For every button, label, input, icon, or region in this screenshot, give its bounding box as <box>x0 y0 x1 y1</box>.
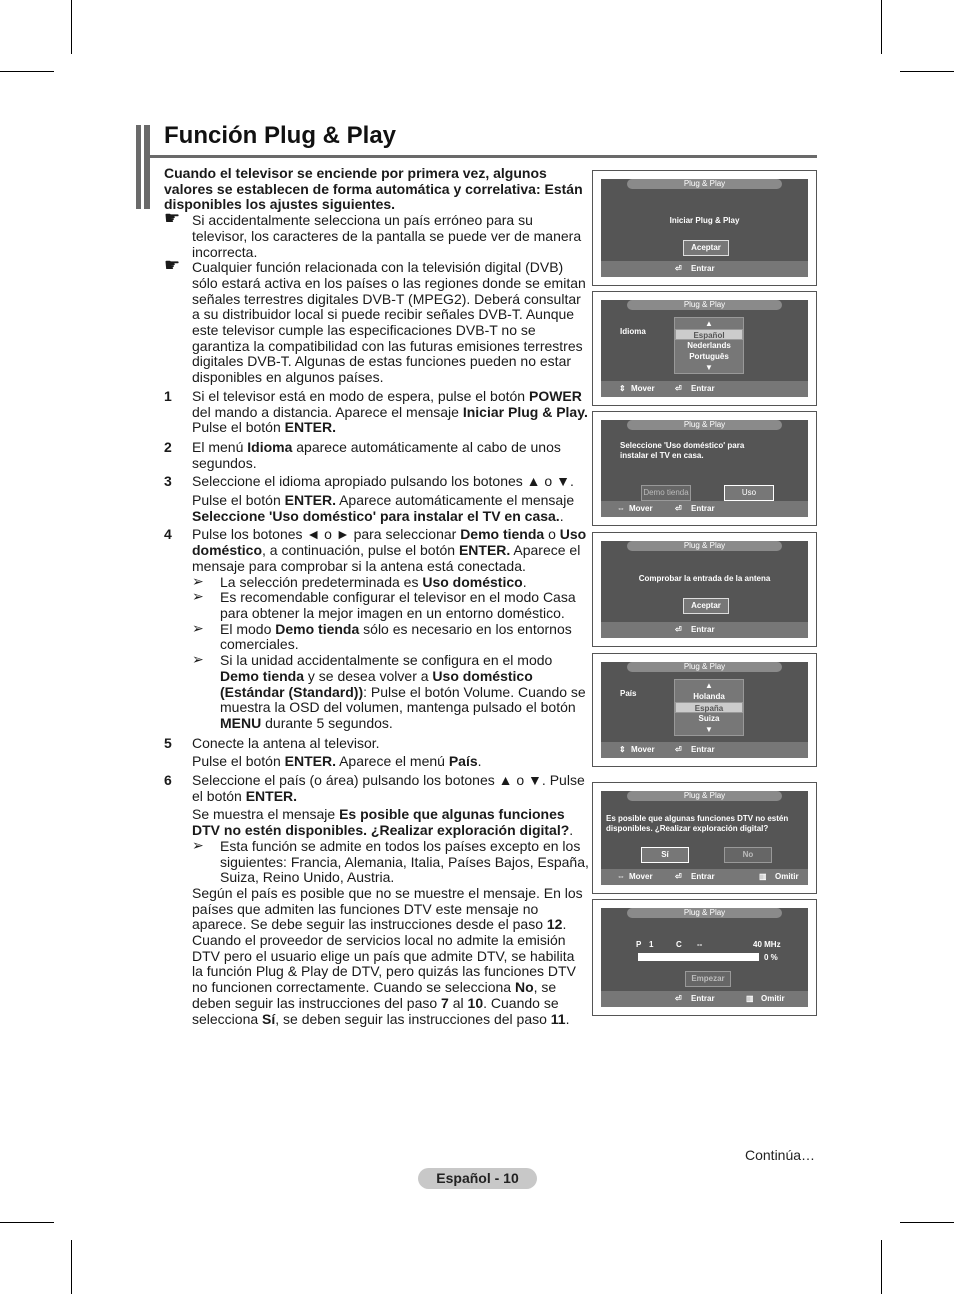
osd-title: Plug & Play <box>627 179 782 189</box>
enter-icon: ⏎ <box>675 264 682 273</box>
arrow-bullet-icon: ➢ <box>192 572 204 589</box>
instructions <box>164 166 589 1027</box>
osd-title: Plug & Play <box>627 791 782 801</box>
arrow-bullet-icon: ➢ <box>192 836 204 853</box>
move-label: Mover <box>631 384 655 393</box>
osd-title: Plug & Play <box>627 300 782 310</box>
start-button[interactable]: Empezar <box>685 971 731 987</box>
intro-bold: Cuando el televisor se enciende por primera vez, algunos valores se establecen de forma automática y correlativa: Están disponibles los ajustes siguientes. <box>164 165 583 213</box>
osd-footer <box>601 869 808 885</box>
crop-mark <box>0 1222 54 1223</box>
enter-icon: ⏎ <box>675 745 682 754</box>
arrow-bullet-icon: ➢ <box>192 619 204 636</box>
crop-mark <box>900 1222 954 1223</box>
arrow-note: ➢ El modo Demo tienda sólo es necesario en los entornos comerciales. <box>192 619 572 653</box>
crop-mark <box>881 0 882 54</box>
osd-footer <box>601 501 808 517</box>
crop-mark <box>900 71 954 72</box>
enter-icon: ⏎ <box>675 384 682 393</box>
yes-button[interactable]: Sí <box>641 847 689 863</box>
program-number: 1 <box>649 940 654 949</box>
list-item[interactable]: España <box>675 702 743 713</box>
frequency: 40 MHz <box>753 940 781 949</box>
pointing-hand-icon: ☛ <box>164 255 181 276</box>
step-2: 2 El menú Idioma aparece automáticamente al cabo de unos segundos. <box>164 438 561 471</box>
accept-button[interactable]: Aceptar <box>683 598 729 614</box>
enter-label: Entrar <box>691 264 715 273</box>
skip-label: Omitir <box>761 994 785 1003</box>
note: ☛ Cualquier función relacionada con la televisión digital (DVB) sólo estará activa en los países o las regiones donde se emitan señales terrestres digitales DVB-T (MPEG2). Deberá consultar a su distribuidor local si puede recibir señales DVB-T. Aunque este televisor cumple las especificaciones DVB-T no se garantiza la compatibilidad con las futuras emisiones terrestres digitales DVB-T. Algunas de estas funciones pueden no estar disponibles en algunos países. <box>164 255 586 386</box>
enter-label: Entrar <box>691 872 715 881</box>
osd-footer <box>601 622 808 638</box>
program-label: P <box>636 940 642 949</box>
enter-icon: ⏎ <box>675 872 682 881</box>
move-icon: ⇕ <box>619 384 626 393</box>
list-item[interactable]: Español <box>675 329 743 340</box>
osd-title: Plug & Play <box>627 420 782 430</box>
country-label: País <box>620 689 637 698</box>
channel-label: C <box>676 940 682 949</box>
move-label: Mover <box>629 504 653 513</box>
skip-icon: ▥ <box>746 994 754 1003</box>
enter-icon: ⏎ <box>675 994 682 1003</box>
enter-label: Entrar <box>691 504 715 513</box>
osd-message: Seleccione 'Uso doméstico' para instalar el TV en casa. <box>620 441 745 460</box>
enter-label: Entrar <box>691 745 715 754</box>
up-arrow-icon: ▲ <box>705 319 713 328</box>
accept-button[interactable]: Aceptar <box>683 240 729 256</box>
home-use-button[interactable]: Uso <box>724 485 774 501</box>
step-5: 5 Conecte la antena al televisor. Pulse el botón ENTER. Aparece el menú País. <box>164 734 482 770</box>
page-title: Función Plug & Play <box>164 122 397 149</box>
osd-message: Comprobar la entrada de la antena <box>638 574 771 583</box>
step-6: 6 Seleccione el país (o área) pulsando los botones ▲ o ▼. Pulse el botón ENTER. Se muestra el mensaje Es posible que algunas funciones DTV no estén disponibles. ¿Realizar exploración digital?. ➢ Esta función se admite en todos los países excepto en los siguientes: Francia, Alemania, Italia, Países Bajos, España, Suiza, Reino Unido, Austria. Según el país es posible que no se muestre el mensaje. En los países que admiten las funciones DTV este mensaje no aparece. Se debe seguir las instrucciones desde el paso 12. Cuando el proveedor de servicios local no admite la emisión DTV pero el usuario elige un país que admite DTV, se habilita la función Plug & Play de DTV, pero quizás las funciones DTV no funcionen correctamente. Cuando se selecciona No, se deben seguir las instrucciones del paso 7 al 10. Cuando se selecciona Sí, se deben seguir las instrucciones del paso 11. <box>164 772 589 1027</box>
demo-store-button[interactable]: Demo tienda <box>641 485 691 501</box>
move-icon: ⇕ <box>619 745 626 754</box>
enter-label: Entrar <box>691 994 715 1003</box>
crop-mark <box>881 1240 882 1294</box>
osd-footer <box>601 381 808 397</box>
arrow-note: ➢ Es recomendable configurar el televisor en el modo Casa para obtener la mejor imagen en un entorno doméstico. <box>192 588 576 621</box>
arrow-note: ➢ Si la unidad accidentalmente se configura en el modo Demo tienda y se desea volver a Uso doméstico (Estándar (Standard)): Pulse el botón Volume. Cuando se muestra la OSD del volumen, mantenga pulsado el botón MENU durante 5 segundos. <box>192 651 586 731</box>
arrow-bullet-icon: ➢ <box>192 651 204 668</box>
osd-message: Iniciar Plug & Play <box>669 216 740 225</box>
osd-screen-1 <box>592 170 817 286</box>
skip-icon: ▥ <box>759 872 767 881</box>
skip-label: Omitir <box>775 872 799 881</box>
osd-title: Plug & Play <box>627 662 782 672</box>
up-arrow-icon: ▲ <box>705 681 713 690</box>
down-arrow-icon: ▼ <box>705 363 713 372</box>
country-list[interactable] <box>674 679 744 736</box>
no-button[interactable]: No <box>724 847 772 863</box>
osd-footer <box>601 991 808 1007</box>
arrow-bullet-icon: ➢ <box>192 588 204 605</box>
move-label: Mover <box>631 745 655 754</box>
osd-footer <box>601 261 808 277</box>
osd-title: Plug & Play <box>627 541 782 551</box>
step-1: 1 Si el televisor está en modo de espera, pulse el botón POWER del mando a distancia. Aparece el mensaje Iniciar Plug & Play. Pulse el botón ENTER. <box>164 387 588 436</box>
down-arrow-icon: ▼ <box>705 725 713 734</box>
progress-percent: 0 % <box>764 953 778 962</box>
list-item[interactable]: Holanda <box>693 692 725 701</box>
osd-screen-5 <box>592 653 817 767</box>
osd-footer <box>601 742 808 758</box>
continues-text: Continúa… <box>745 1147 816 1163</box>
osd-screen-2 <box>592 291 817 406</box>
list-item[interactable]: Português <box>689 352 729 361</box>
crop-mark <box>71 0 72 54</box>
language-label: Idioma <box>620 327 646 336</box>
page-number: Español - 10 <box>418 1168 537 1189</box>
step-4: 4 Pulse los botones ◄ o ► para seleccionar Demo tienda o Uso doméstico, a continuación, pulse el botón ENTER. Aparece el mensaje para comprobar si la antena está conectada. ➢ La selección predeterminada es Uso doméstico. ➢ Es recomendable configurar el televisor en el modo Casa para obtener la mejor imagen en un entorno doméstico. ➢ El modo Demo tienda sólo es necesario en los entornos comerciales. ➢ Si la unidad accidentalmente se configura en el modo Demo tienda y se desea volver a Uso doméstico (Estándar (Standard)): Pulse el botón Volume. Cuando se muestra la OSD del volumen, mantenga pulsado el botón MENU durante 5 segundos. <box>164 527 589 731</box>
osd-screen-4 <box>592 532 817 647</box>
osd-screen-6 <box>592 782 817 894</box>
progress-bar <box>638 953 759 961</box>
note: ☛ Si accidentalmente selecciona un país erróneo para su televisor, los caracteres de la pantalla se puede ver de manera incorrecta. <box>164 208 582 260</box>
arrow-note: ➢ La selección predeterminada es Uso doméstico. <box>192 572 527 590</box>
crop-mark <box>0 71 54 72</box>
step-3: 3 Seleccione el idioma apropiado pulsando los botones ▲ o ▼. Pulse el botón ENTER. Aparece automáticamente el mensaje Seleccione 'Uso doméstico' para instalar el TV en casa.. <box>164 473 575 524</box>
enter-icon: ⏎ <box>675 625 682 634</box>
move-icon: ⇔ <box>617 504 625 513</box>
language-list[interactable] <box>674 317 744 374</box>
list-item[interactable]: Nederlands <box>687 341 731 350</box>
arrow-note: ➢ Esta función se admite en todos los países excepto en los siguientes: Francia, Alemania, Italia, Países Bajos, España, Suiza, Reino Unido, Austria. <box>192 836 589 886</box>
enter-icon: ⏎ <box>675 504 682 513</box>
list-item[interactable]: Suiza <box>698 714 720 723</box>
enter-label: Entrar <box>691 625 715 634</box>
osd-screen-7 <box>592 899 817 1016</box>
osd-screen-3 <box>592 411 817 526</box>
pointing-hand-icon: ☛ <box>164 208 181 229</box>
title-rule <box>150 155 817 158</box>
osd-message: Es posible que algunas funciones DTV no estén disponibles. ¿Realizar exploración digital? <box>606 814 789 833</box>
move-label: Mover <box>629 872 653 881</box>
osd-title: Plug & Play <box>627 908 782 918</box>
channel-value: -- <box>697 940 703 949</box>
enter-label: Entrar <box>691 384 715 393</box>
crop-mark <box>71 1240 72 1294</box>
move-icon: ⇔ <box>617 872 625 881</box>
